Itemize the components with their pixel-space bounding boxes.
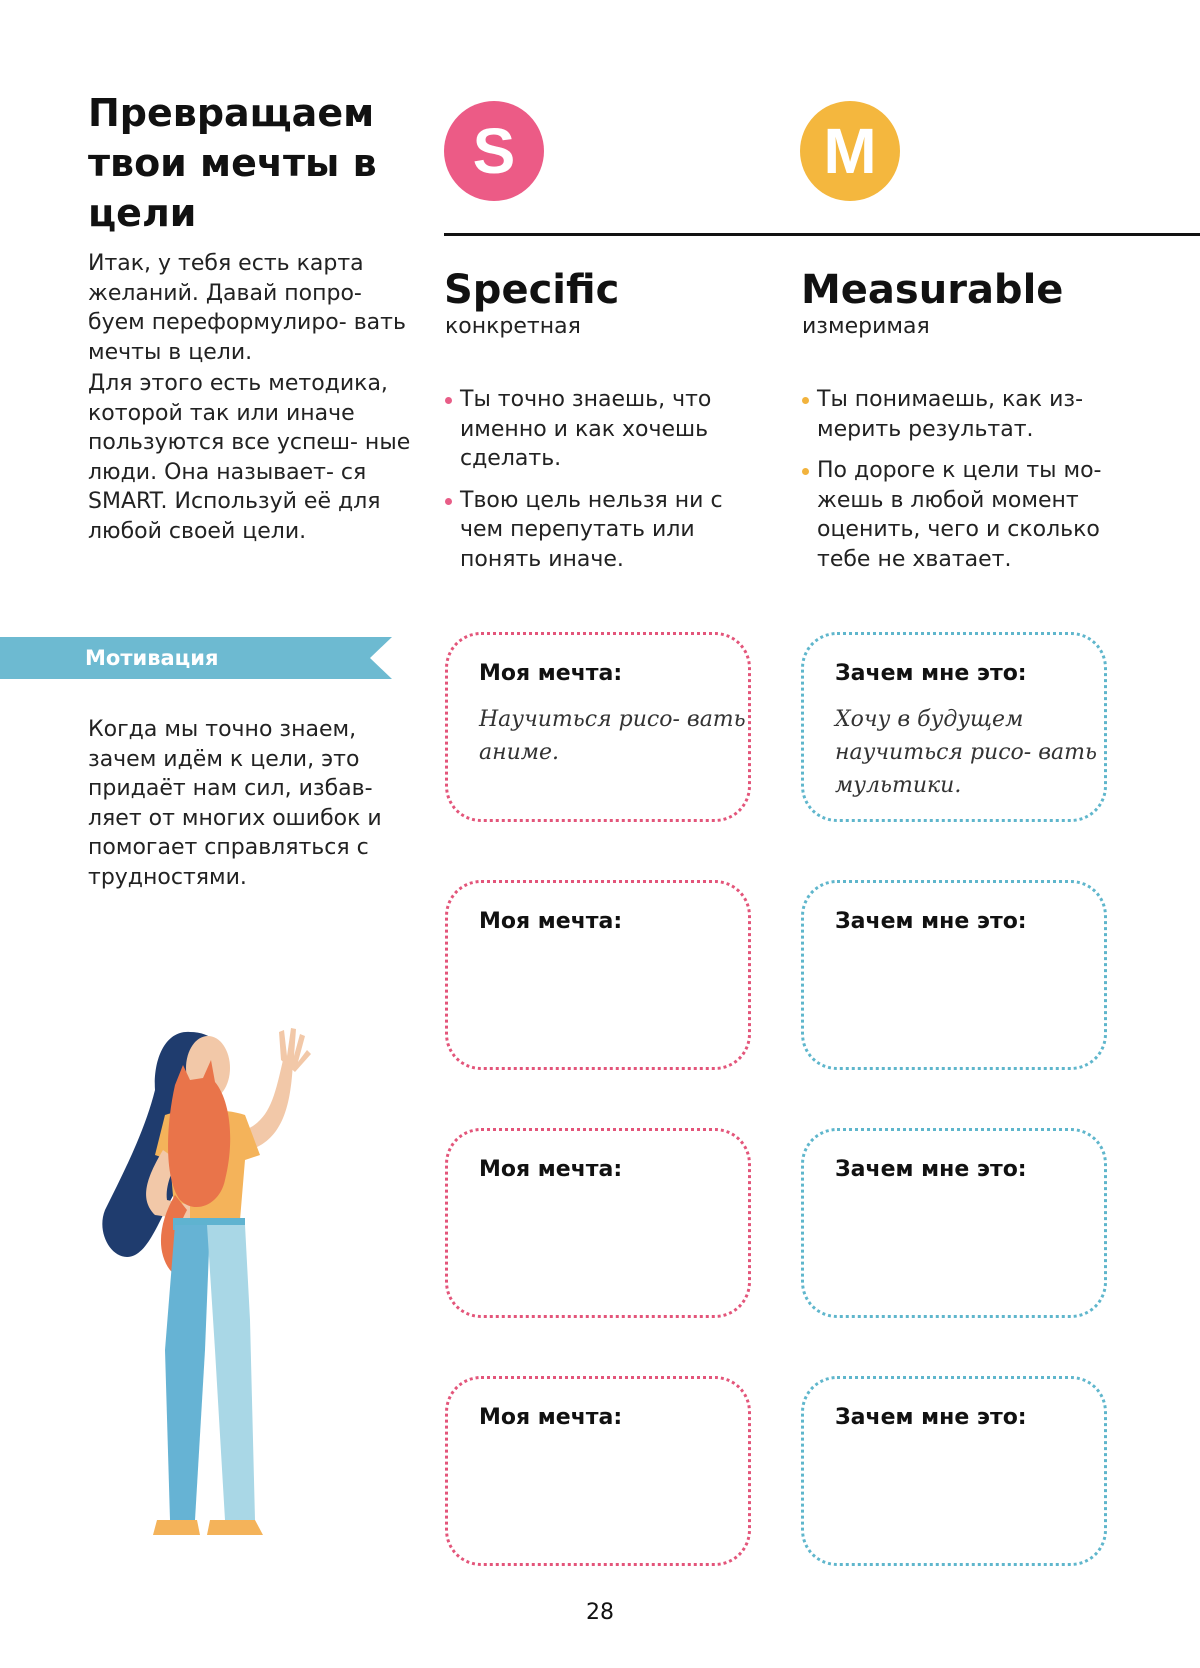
dream-example-text: Научиться рисо- вать аниме. bbox=[479, 707, 746, 765]
motivation-text: Когда мы точно знаем, зачем идём к цели, это придаёт нам сил, избав- ляет от многих ошибок и помогает справляться с трудностями. bbox=[88, 717, 382, 890]
dream-card[interactable] bbox=[445, 1376, 751, 1566]
intro-paragraph-1: Итак, у тебя есть карта желаний. Давай попро- буем переформулиро- вать мечты в цели. bbox=[88, 251, 406, 365]
specific-bullet-list bbox=[444, 385, 744, 586]
why-card[interactable] bbox=[801, 632, 1107, 822]
dream-card[interactable] bbox=[445, 1128, 751, 1318]
specific-bullet: Ты точно знаешь, что именно и как хочешь сделать. bbox=[444, 385, 744, 474]
specific-bullet: Твою цель нельзя ни с чем перепутать или понять иначе. bbox=[444, 486, 744, 575]
girl-with-cat-illustration bbox=[95, 1020, 335, 1580]
specific-title: Specific bbox=[444, 267, 620, 313]
dream-card-label: Моя мечта: bbox=[479, 909, 623, 934]
why-card[interactable] bbox=[801, 880, 1107, 1070]
measurable-bullet: Ты понимаешь, как из- мерить результат. bbox=[801, 385, 1121, 444]
measurable-subtitle: измеримая bbox=[802, 314, 930, 339]
dream-card-label: Моя мечта: bbox=[479, 661, 623, 686]
dream-card-label: Моя мечта: bbox=[479, 1157, 623, 1182]
why-card[interactable] bbox=[801, 1128, 1107, 1318]
why-card-label: Зачем мне это: bbox=[835, 661, 1027, 686]
specific-letter-badge: S bbox=[444, 101, 544, 201]
measurable-title: Measurable bbox=[801, 267, 1064, 313]
intro-paragraph-2: Для этого есть методика, которой так или иначе пользуются все успеш- ные люди. Она называет- ся SMART. Используй её для любой своей цели. bbox=[88, 371, 411, 544]
motivation-ribbon bbox=[0, 637, 392, 679]
page-number: 28 bbox=[586, 1600, 614, 1625]
header-divider bbox=[444, 233, 1200, 236]
why-card[interactable] bbox=[801, 1376, 1107, 1566]
why-card-label: Зачем мне это: bbox=[835, 1405, 1027, 1430]
measurable-letter-badge: M bbox=[800, 101, 900, 201]
measurable-bullet: По дороге к цели ты мо- жешь в любой момент оценить, чего и сколько тебе не хватает. bbox=[801, 456, 1121, 574]
why-card-label: Зачем мне это: bbox=[835, 909, 1027, 934]
dream-card[interactable] bbox=[445, 880, 751, 1070]
dream-card-label: Моя мечта: bbox=[479, 1405, 623, 1430]
why-card-label: Зачем мне это: bbox=[835, 1157, 1027, 1182]
motivation-label: Мотивация bbox=[85, 646, 219, 670]
measurable-bullet-list bbox=[801, 385, 1121, 586]
specific-subtitle: конкретная bbox=[445, 314, 581, 339]
page-title: Превращаем твои мечты в цели bbox=[88, 91, 377, 235]
dream-card[interactable] bbox=[445, 632, 751, 822]
why-example-text: Хочу в будущем научиться рисо- вать мультики. bbox=[835, 707, 1097, 798]
